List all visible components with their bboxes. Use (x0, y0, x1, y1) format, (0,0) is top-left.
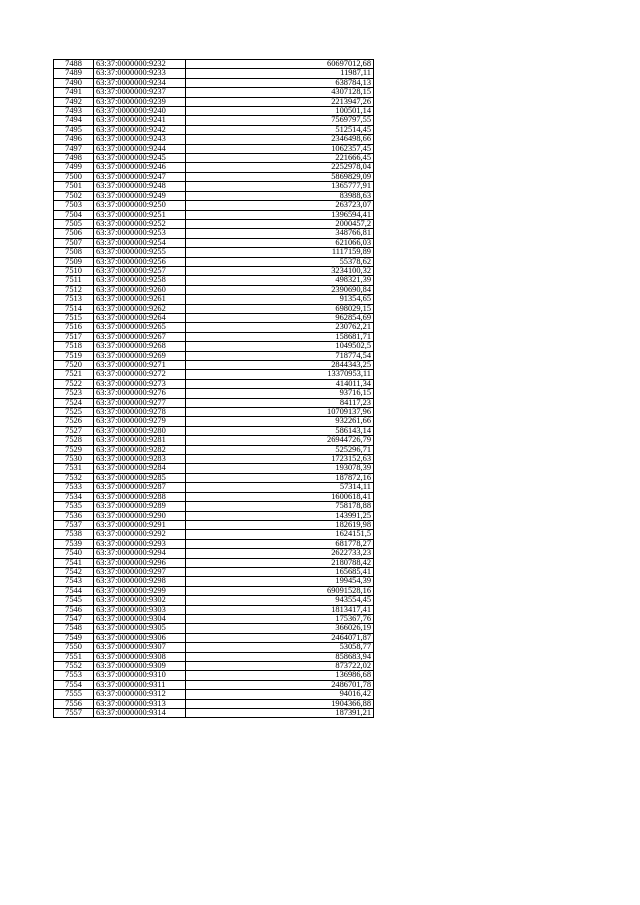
value-cell: 2486701,78 (186, 680, 374, 689)
row-number-cell: 7538 (54, 530, 94, 539)
row-number-cell: 7516 (54, 323, 94, 332)
cadastral-number-cell: 63:37:0000000:9257 (94, 266, 186, 275)
row-number-cell: 7529 (54, 445, 94, 454)
table-body (54, 60, 374, 718)
value-cell: 57314,11 (186, 483, 374, 492)
value-cell: 26944726,79 (186, 436, 374, 445)
row-number-cell: 7513 (54, 295, 94, 304)
row-number-cell: 7528 (54, 436, 94, 445)
table-row (54, 567, 374, 576)
value-cell: 366026,19 (186, 624, 374, 633)
row-number-cell: 7530 (54, 455, 94, 464)
table-row (54, 652, 374, 661)
cadastral-number-cell: 63:37:0000000:9281 (94, 436, 186, 445)
cadastral-number-cell: 63:37:0000000:9260 (94, 285, 186, 294)
value-cell: 873722,02 (186, 662, 374, 671)
table-row (54, 276, 374, 285)
cadastral-number-cell: 63:37:0000000:9246 (94, 163, 186, 172)
row-number-cell: 7512 (54, 285, 94, 294)
row-number-cell: 7499 (54, 163, 94, 172)
table-row (54, 88, 374, 97)
table-row (54, 116, 374, 125)
table-row (54, 614, 374, 623)
cadastral-number-cell: 63:37:0000000:9248 (94, 182, 186, 191)
cadastral-number-cell: 63:37:0000000:9232 (94, 60, 186, 69)
table-row (54, 266, 374, 275)
value-cell: 962854,69 (186, 313, 374, 322)
value-cell: 182619,98 (186, 520, 374, 529)
value-cell: 230762,21 (186, 323, 374, 332)
row-number-cell: 7506 (54, 229, 94, 238)
table-row (54, 201, 374, 210)
row-number-cell: 7537 (54, 520, 94, 529)
value-cell: 698029,15 (186, 304, 374, 313)
value-cell: 2390690,84 (186, 285, 374, 294)
value-cell: 10709137,96 (186, 408, 374, 417)
table-row (54, 125, 374, 134)
cadastral-number-cell: 63:37:0000000:9254 (94, 238, 186, 247)
row-number-cell: 7497 (54, 144, 94, 153)
row-number-cell: 7532 (54, 473, 94, 482)
value-cell: 2464071,87 (186, 633, 374, 642)
table-row (54, 464, 374, 473)
value-cell: 158681,71 (186, 332, 374, 341)
cadastral-number-cell: 63:37:0000000:9255 (94, 248, 186, 257)
row-number-cell: 7515 (54, 313, 94, 322)
row-number-cell: 7494 (54, 116, 94, 125)
cadastral-number-cell: 63:37:0000000:9252 (94, 219, 186, 228)
cadastral-number-cell: 63:37:0000000:9234 (94, 78, 186, 87)
value-cell: 5869829,09 (186, 172, 374, 181)
row-number-cell: 7539 (54, 539, 94, 548)
row-number-cell: 7533 (54, 483, 94, 492)
cadastral-number-cell: 63:37:0000000:9298 (94, 577, 186, 586)
cadastral-number-cell: 63:37:0000000:9268 (94, 342, 186, 351)
row-number-cell: 7527 (54, 426, 94, 435)
value-cell: 1600618,41 (186, 492, 374, 501)
cadastral-number-cell: 63:37:0000000:9250 (94, 201, 186, 210)
value-cell: 943554,45 (186, 596, 374, 605)
cadastral-number-cell: 63:37:0000000:9269 (94, 351, 186, 360)
cadastral-number-cell: 63:37:0000000:9312 (94, 690, 186, 699)
cadastral-number-cell: 63:37:0000000:9237 (94, 88, 186, 97)
row-number-cell: 7547 (54, 614, 94, 623)
cadastral-number-cell: 63:37:0000000:9253 (94, 229, 186, 238)
cadastral-number-cell: 63:37:0000000:9267 (94, 332, 186, 341)
cadastral-number-cell: 63:37:0000000:9240 (94, 107, 186, 116)
row-number-cell: 7524 (54, 398, 94, 407)
table-row (54, 624, 374, 633)
value-cell: 1723152,63 (186, 455, 374, 464)
value-cell: 69091528,16 (186, 586, 374, 595)
value-cell: 525296,71 (186, 445, 374, 454)
value-cell: 193078,39 (186, 464, 374, 473)
row-number-cell: 7503 (54, 201, 94, 210)
cadastral-number-cell: 63:37:0000000:9289 (94, 502, 186, 511)
row-number-cell: 7526 (54, 417, 94, 426)
row-number-cell: 7501 (54, 182, 94, 191)
cadastral-number-cell: 63:37:0000000:9313 (94, 699, 186, 708)
table-row (54, 379, 374, 388)
row-number-cell: 7546 (54, 605, 94, 614)
row-number-cell: 7507 (54, 238, 94, 247)
row-number-cell: 7536 (54, 511, 94, 520)
cadastral-number-cell: 63:37:0000000:9305 (94, 624, 186, 633)
row-number-cell: 7510 (54, 266, 94, 275)
table-row (54, 304, 374, 313)
cadastral-number-cell: 63:37:0000000:9310 (94, 671, 186, 680)
table-row (54, 643, 374, 652)
table-row (54, 511, 374, 520)
table-row (54, 97, 374, 106)
table-row (54, 389, 374, 398)
row-number-cell: 7514 (54, 304, 94, 313)
row-number-cell: 7523 (54, 389, 94, 398)
value-cell: 858683,94 (186, 652, 374, 661)
value-cell: 638784,13 (186, 78, 374, 87)
row-number-cell: 7542 (54, 567, 94, 576)
row-number-cell: 7493 (54, 107, 94, 116)
table-row (54, 492, 374, 501)
table-row (54, 709, 374, 718)
table-row (54, 135, 374, 144)
value-cell: 263723,07 (186, 201, 374, 210)
value-cell: 165685,41 (186, 567, 374, 576)
cadastral-number-cell: 63:37:0000000:9303 (94, 605, 186, 614)
row-number-cell: 7525 (54, 408, 94, 417)
value-cell: 4307128,15 (186, 88, 374, 97)
cadastral-number-cell: 63:37:0000000:9247 (94, 172, 186, 181)
table-row (54, 662, 374, 671)
table-row (54, 436, 374, 445)
table-row (54, 502, 374, 511)
cadastral-number-cell: 63:37:0000000:9288 (94, 492, 186, 501)
cadastral-number-cell: 63:37:0000000:9243 (94, 135, 186, 144)
table-row (54, 633, 374, 642)
table-row (54, 332, 374, 341)
value-cell: 60697012,68 (186, 60, 374, 69)
table-row (54, 690, 374, 699)
value-cell: 199454,39 (186, 577, 374, 586)
row-number-cell: 7521 (54, 370, 94, 379)
table-row (54, 351, 374, 360)
value-cell: 718774,54 (186, 351, 374, 360)
cadastral-number-cell: 63:37:0000000:9233 (94, 69, 186, 78)
value-cell: 100501,14 (186, 107, 374, 116)
value-cell: 3234100,32 (186, 266, 374, 275)
table-row (54, 163, 374, 172)
value-cell: 187391,21 (186, 709, 374, 718)
cadastral-number-cell: 63:37:0000000:9299 (94, 586, 186, 595)
row-number-cell: 7541 (54, 558, 94, 567)
cadastral-number-cell: 63:37:0000000:9283 (94, 455, 186, 464)
value-cell: 7569797,55 (186, 116, 374, 125)
table-row (54, 361, 374, 370)
table-row (54, 342, 374, 351)
value-cell: 1117159,89 (186, 248, 374, 257)
cadastral-number-cell: 63:37:0000000:9308 (94, 652, 186, 661)
table-row (54, 426, 374, 435)
row-number-cell: 7517 (54, 332, 94, 341)
table-row (54, 671, 374, 680)
row-number-cell: 7535 (54, 502, 94, 511)
value-cell: 1049502,5 (186, 342, 374, 351)
table-row (54, 605, 374, 614)
value-cell: 175367,76 (186, 614, 374, 623)
table-row (54, 483, 374, 492)
cadastral-number-cell: 63:37:0000000:9307 (94, 643, 186, 652)
value-cell: 1904366,88 (186, 699, 374, 708)
table-row (54, 530, 374, 539)
value-cell: 1396594,41 (186, 210, 374, 219)
value-cell: 84117,23 (186, 398, 374, 407)
cadastral-number-cell: 63:37:0000000:9285 (94, 473, 186, 482)
value-cell: 83988,63 (186, 191, 374, 200)
value-cell: 681778,27 (186, 539, 374, 548)
cadastral-number-cell: 63:37:0000000:9239 (94, 97, 186, 106)
row-number-cell: 7502 (54, 191, 94, 200)
cadastral-number-cell: 63:37:0000000:9249 (94, 191, 186, 200)
cadastral-number-cell: 63:37:0000000:9242 (94, 125, 186, 134)
cadastral-number-cell: 63:37:0000000:9273 (94, 379, 186, 388)
value-cell: 932261,66 (186, 417, 374, 426)
table-row (54, 295, 374, 304)
table-row (54, 586, 374, 595)
cadastral-number-cell: 63:37:0000000:9290 (94, 511, 186, 520)
table-row (54, 60, 374, 69)
table-row (54, 323, 374, 332)
value-cell: 187872,16 (186, 473, 374, 482)
row-number-cell: 7552 (54, 662, 94, 671)
table-row (54, 107, 374, 116)
table-row (54, 408, 374, 417)
row-number-cell: 7488 (54, 60, 94, 69)
value-cell: 221666,45 (186, 154, 374, 163)
cadastral-number-cell: 63:37:0000000:9291 (94, 520, 186, 529)
table-row (54, 370, 374, 379)
table-row (54, 144, 374, 153)
cadastral-number-cell: 63:37:0000000:9251 (94, 210, 186, 219)
row-number-cell: 7549 (54, 633, 94, 642)
cadastral-number-cell: 63:37:0000000:9244 (94, 144, 186, 153)
cadastral-number-cell: 63:37:0000000:9272 (94, 370, 186, 379)
value-cell: 586143,14 (186, 426, 374, 435)
value-cell: 498321,39 (186, 276, 374, 285)
cadastral-number-cell: 63:37:0000000:9296 (94, 558, 186, 567)
table-row (54, 417, 374, 426)
cadastral-number-cell: 63:37:0000000:9271 (94, 361, 186, 370)
row-number-cell: 7556 (54, 699, 94, 708)
table-row (54, 154, 374, 163)
table-row (54, 699, 374, 708)
table-row (54, 313, 374, 322)
table-row (54, 210, 374, 219)
table-row (54, 69, 374, 78)
cadastral-number-cell: 63:37:0000000:9276 (94, 389, 186, 398)
value-cell: 93716,15 (186, 389, 374, 398)
table-row (54, 445, 374, 454)
cadastral-number-cell: 63:37:0000000:9241 (94, 116, 186, 125)
cadastral-number-cell: 63:37:0000000:9264 (94, 313, 186, 322)
table-row (54, 596, 374, 605)
value-cell: 512514,45 (186, 125, 374, 134)
row-number-cell: 7534 (54, 492, 94, 501)
value-cell: 1813417,41 (186, 605, 374, 614)
value-cell: 2000457,2 (186, 219, 374, 228)
value-cell: 1365777,91 (186, 182, 374, 191)
cadastral-number-cell: 63:37:0000000:9280 (94, 426, 186, 435)
row-number-cell: 7545 (54, 596, 94, 605)
value-cell: 2844343,25 (186, 361, 374, 370)
table-row (54, 473, 374, 482)
row-number-cell: 7500 (54, 172, 94, 181)
cadastral-number-cell: 63:37:0000000:9311 (94, 680, 186, 689)
table-row (54, 248, 374, 257)
cadastral-number-cell: 63:37:0000000:9297 (94, 567, 186, 576)
table-row (54, 398, 374, 407)
value-cell: 13370953,11 (186, 370, 374, 379)
table-row (54, 172, 374, 181)
value-cell: 758178,88 (186, 502, 374, 511)
table-row (54, 455, 374, 464)
table-row (54, 78, 374, 87)
value-cell: 1062357,45 (186, 144, 374, 153)
row-number-cell: 7509 (54, 257, 94, 266)
value-cell: 143991,25 (186, 511, 374, 520)
row-number-cell: 7522 (54, 379, 94, 388)
cadastral-number-cell: 63:37:0000000:9306 (94, 633, 186, 642)
cadastral-number-cell: 63:37:0000000:9294 (94, 549, 186, 558)
table-row (54, 257, 374, 266)
row-number-cell: 7531 (54, 464, 94, 473)
row-number-cell: 7554 (54, 680, 94, 689)
row-number-cell: 7491 (54, 88, 94, 97)
cadastral-number-cell: 63:37:0000000:9282 (94, 445, 186, 454)
value-cell: 2213947,26 (186, 97, 374, 106)
row-number-cell: 7518 (54, 342, 94, 351)
cadastral-number-cell: 63:37:0000000:9309 (94, 662, 186, 671)
row-number-cell: 7551 (54, 652, 94, 661)
value-cell: 55378,62 (186, 257, 374, 266)
row-number-cell: 7544 (54, 586, 94, 595)
value-cell: 94016,42 (186, 690, 374, 699)
row-number-cell: 7490 (54, 78, 94, 87)
row-number-cell: 7548 (54, 624, 94, 633)
table-row (54, 549, 374, 558)
cadastral-number-cell: 63:37:0000000:9245 (94, 154, 186, 163)
cadastral-number-cell: 63:37:0000000:9277 (94, 398, 186, 407)
row-number-cell: 7492 (54, 97, 94, 106)
row-number-cell: 7504 (54, 210, 94, 219)
value-cell: 11987,11 (186, 69, 374, 78)
cadastral-number-cell: 63:37:0000000:9287 (94, 483, 186, 492)
value-cell: 348766,81 (186, 229, 374, 238)
value-cell: 2180788,42 (186, 558, 374, 567)
row-number-cell: 7508 (54, 248, 94, 257)
table-row (54, 539, 374, 548)
value-cell: 53058,77 (186, 643, 374, 652)
table-row (54, 577, 374, 586)
table-row (54, 229, 374, 238)
cadastral-number-cell: 63:37:0000000:9293 (94, 539, 186, 548)
table-row (54, 182, 374, 191)
table-row (54, 285, 374, 294)
value-cell: 2622733,23 (186, 549, 374, 558)
row-number-cell: 7553 (54, 671, 94, 680)
cadastral-number-cell: 63:37:0000000:9284 (94, 464, 186, 473)
row-number-cell: 7511 (54, 276, 94, 285)
cadastral-number-cell: 63:37:0000000:9258 (94, 276, 186, 285)
cadastral-number-cell: 63:37:0000000:9314 (94, 709, 186, 718)
value-cell: 1624151,5 (186, 530, 374, 539)
cadastral-number-cell: 63:37:0000000:9304 (94, 614, 186, 623)
row-number-cell: 7550 (54, 643, 94, 652)
value-cell: 414011,34 (186, 379, 374, 388)
value-cell: 2346498,66 (186, 135, 374, 144)
row-number-cell: 7520 (54, 361, 94, 370)
table-row (54, 680, 374, 689)
row-number-cell: 7519 (54, 351, 94, 360)
cadastral-number-cell: 63:37:0000000:9279 (94, 417, 186, 426)
cadastral-number-cell: 63:37:0000000:9261 (94, 295, 186, 304)
row-number-cell: 7543 (54, 577, 94, 586)
value-cell: 136986,68 (186, 671, 374, 680)
cadastral-number-cell: 63:37:0000000:9302 (94, 596, 186, 605)
row-number-cell: 7555 (54, 690, 94, 699)
cadastral-number-cell: 63:37:0000000:9278 (94, 408, 186, 417)
row-number-cell: 7557 (54, 709, 94, 718)
row-number-cell: 7489 (54, 69, 94, 78)
value-cell: 91354,65 (186, 295, 374, 304)
table-row (54, 238, 374, 247)
row-number-cell: 7496 (54, 135, 94, 144)
table-row (54, 191, 374, 200)
value-cell: 2252978,04 (186, 163, 374, 172)
cadastral-number-cell: 63:37:0000000:9256 (94, 257, 186, 266)
row-number-cell: 7505 (54, 219, 94, 228)
table-row (54, 219, 374, 228)
value-cell: 621066,03 (186, 238, 374, 247)
row-number-cell: 7540 (54, 549, 94, 558)
data-table (53, 59, 374, 718)
table-row (54, 520, 374, 529)
row-number-cell: 7498 (54, 154, 94, 163)
cadastral-number-cell: 63:37:0000000:9292 (94, 530, 186, 539)
table-row (54, 558, 374, 567)
cadastral-number-cell: 63:37:0000000:9265 (94, 323, 186, 332)
cadastral-number-cell: 63:37:0000000:9262 (94, 304, 186, 313)
row-number-cell: 7495 (54, 125, 94, 134)
